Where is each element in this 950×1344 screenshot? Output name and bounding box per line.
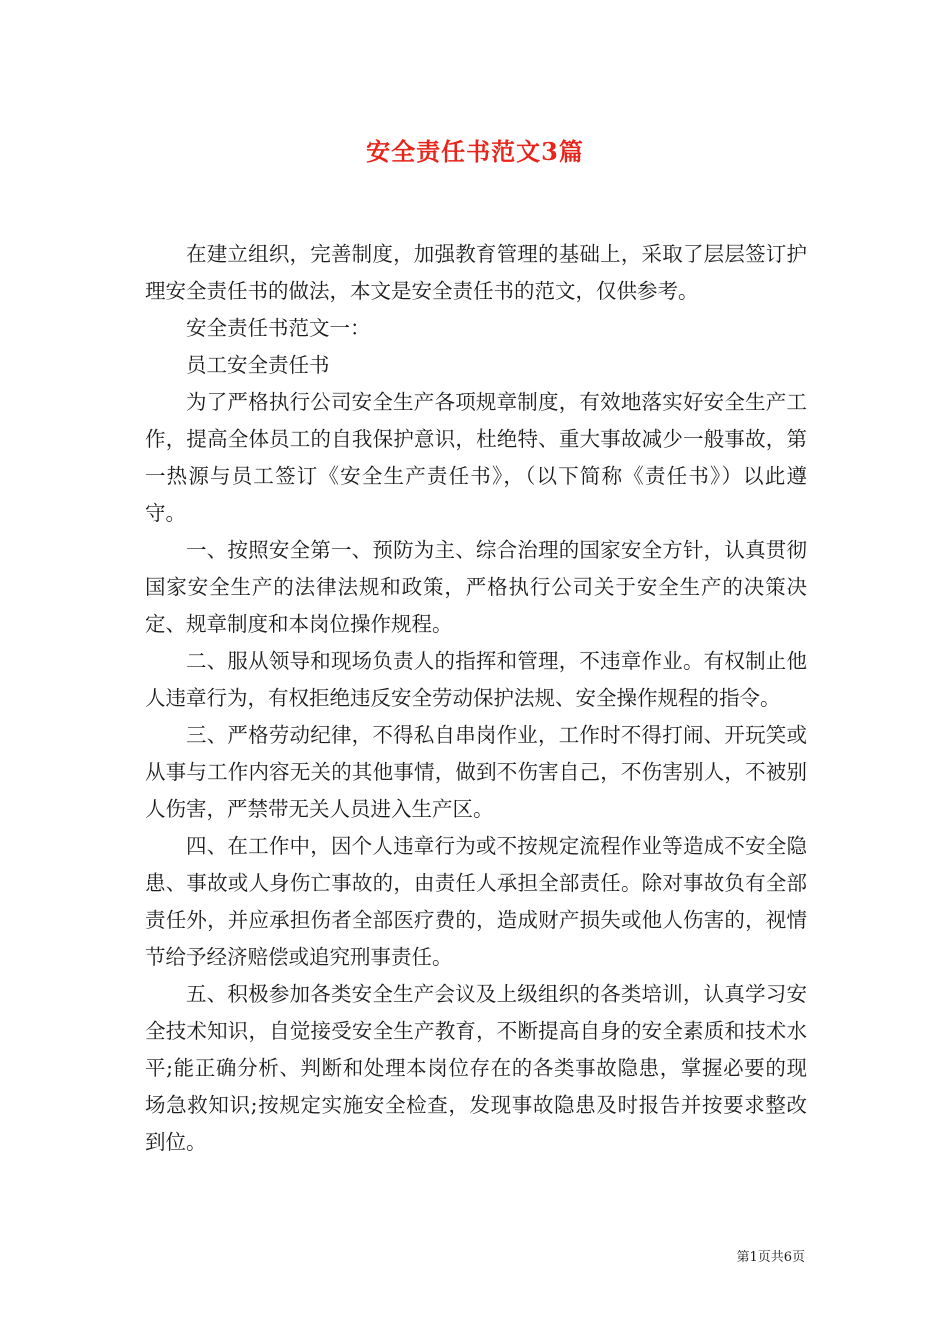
paragraph-preamble: 为了严格执行公司安全生产各项规章制度，有效地落实好安全生产工作，提高全体员工的自我保护意识，杜绝特、重大事故减少一般事故，第一热源与员工签订《安全生产责任书》，（以下简称《责任书》）以此遵守。 bbox=[145, 390, 807, 525]
paragraph-clause-4: 四、在工作中，因个人违章行为或不按规定流程作业等造成不安全隐患、事故或人身伤亡事故的，由责任人承担全部责任。除对事故负有全部责任外，并应承担伤者全部医疗费的，造成财产损失或他人伤害的，视情节给予经济赔偿或追究刑事责任。 bbox=[145, 834, 807, 969]
paragraph-clause-5: 五、积极参加各类安全生产会议及上级组织的各类培训，认真学习安全技术知识，自觉接受安全生产教育，不断提高自身的安全素质和技术水平;能正确分析、判断和处理本岗位存在的各类事故隐患，掌握必要的现场急救知识;按规定实施安全检查，发现事故隐患及时报告并按要求整改到位。 bbox=[145, 982, 807, 1154]
paragraph-clause-2: 二、服从领导和现场负责人的指挥和管理，不违章作业。有权制止他人违章行为，有权拒绝违反安全劳动保护法规、安全操作规程的指令。 bbox=[145, 649, 807, 710]
paragraph-sample-heading: 安全责任书范文一： bbox=[186, 316, 371, 340]
paragraph-intro: 在建立组织，完善制度，加强教育管理的基础上，采取了层层签订护理安全责任书的做法，本文是安全责任书的范文，仅供参考。 bbox=[145, 242, 807, 303]
document-body bbox=[145, 236, 807, 1161]
document-title: 安全责任书范文3篇 bbox=[366, 137, 584, 166]
paragraph-clause-3: 三、严格劳动纪律，不得私自串岗作业，工作时不得打闹、开玩笑或从事与工作内容无关的其他事情，做到不伤害自己，不伤害别人，不被别人伤害，严禁带无关人员进入生产区。 bbox=[145, 723, 807, 821]
paragraph-doc-title: 员工安全责任书 bbox=[186, 353, 330, 377]
page-number-footer: 第1页共6页 bbox=[736, 1250, 805, 1265]
paragraph-clause-1: 一、按照安全第一、预防为主、综合治理的国家安全方针，认真贯彻国家安全生产的法律法规和政策，严格执行公司关于安全生产的决策决定、规章制度和本岗位操作规程。 bbox=[145, 538, 807, 636]
